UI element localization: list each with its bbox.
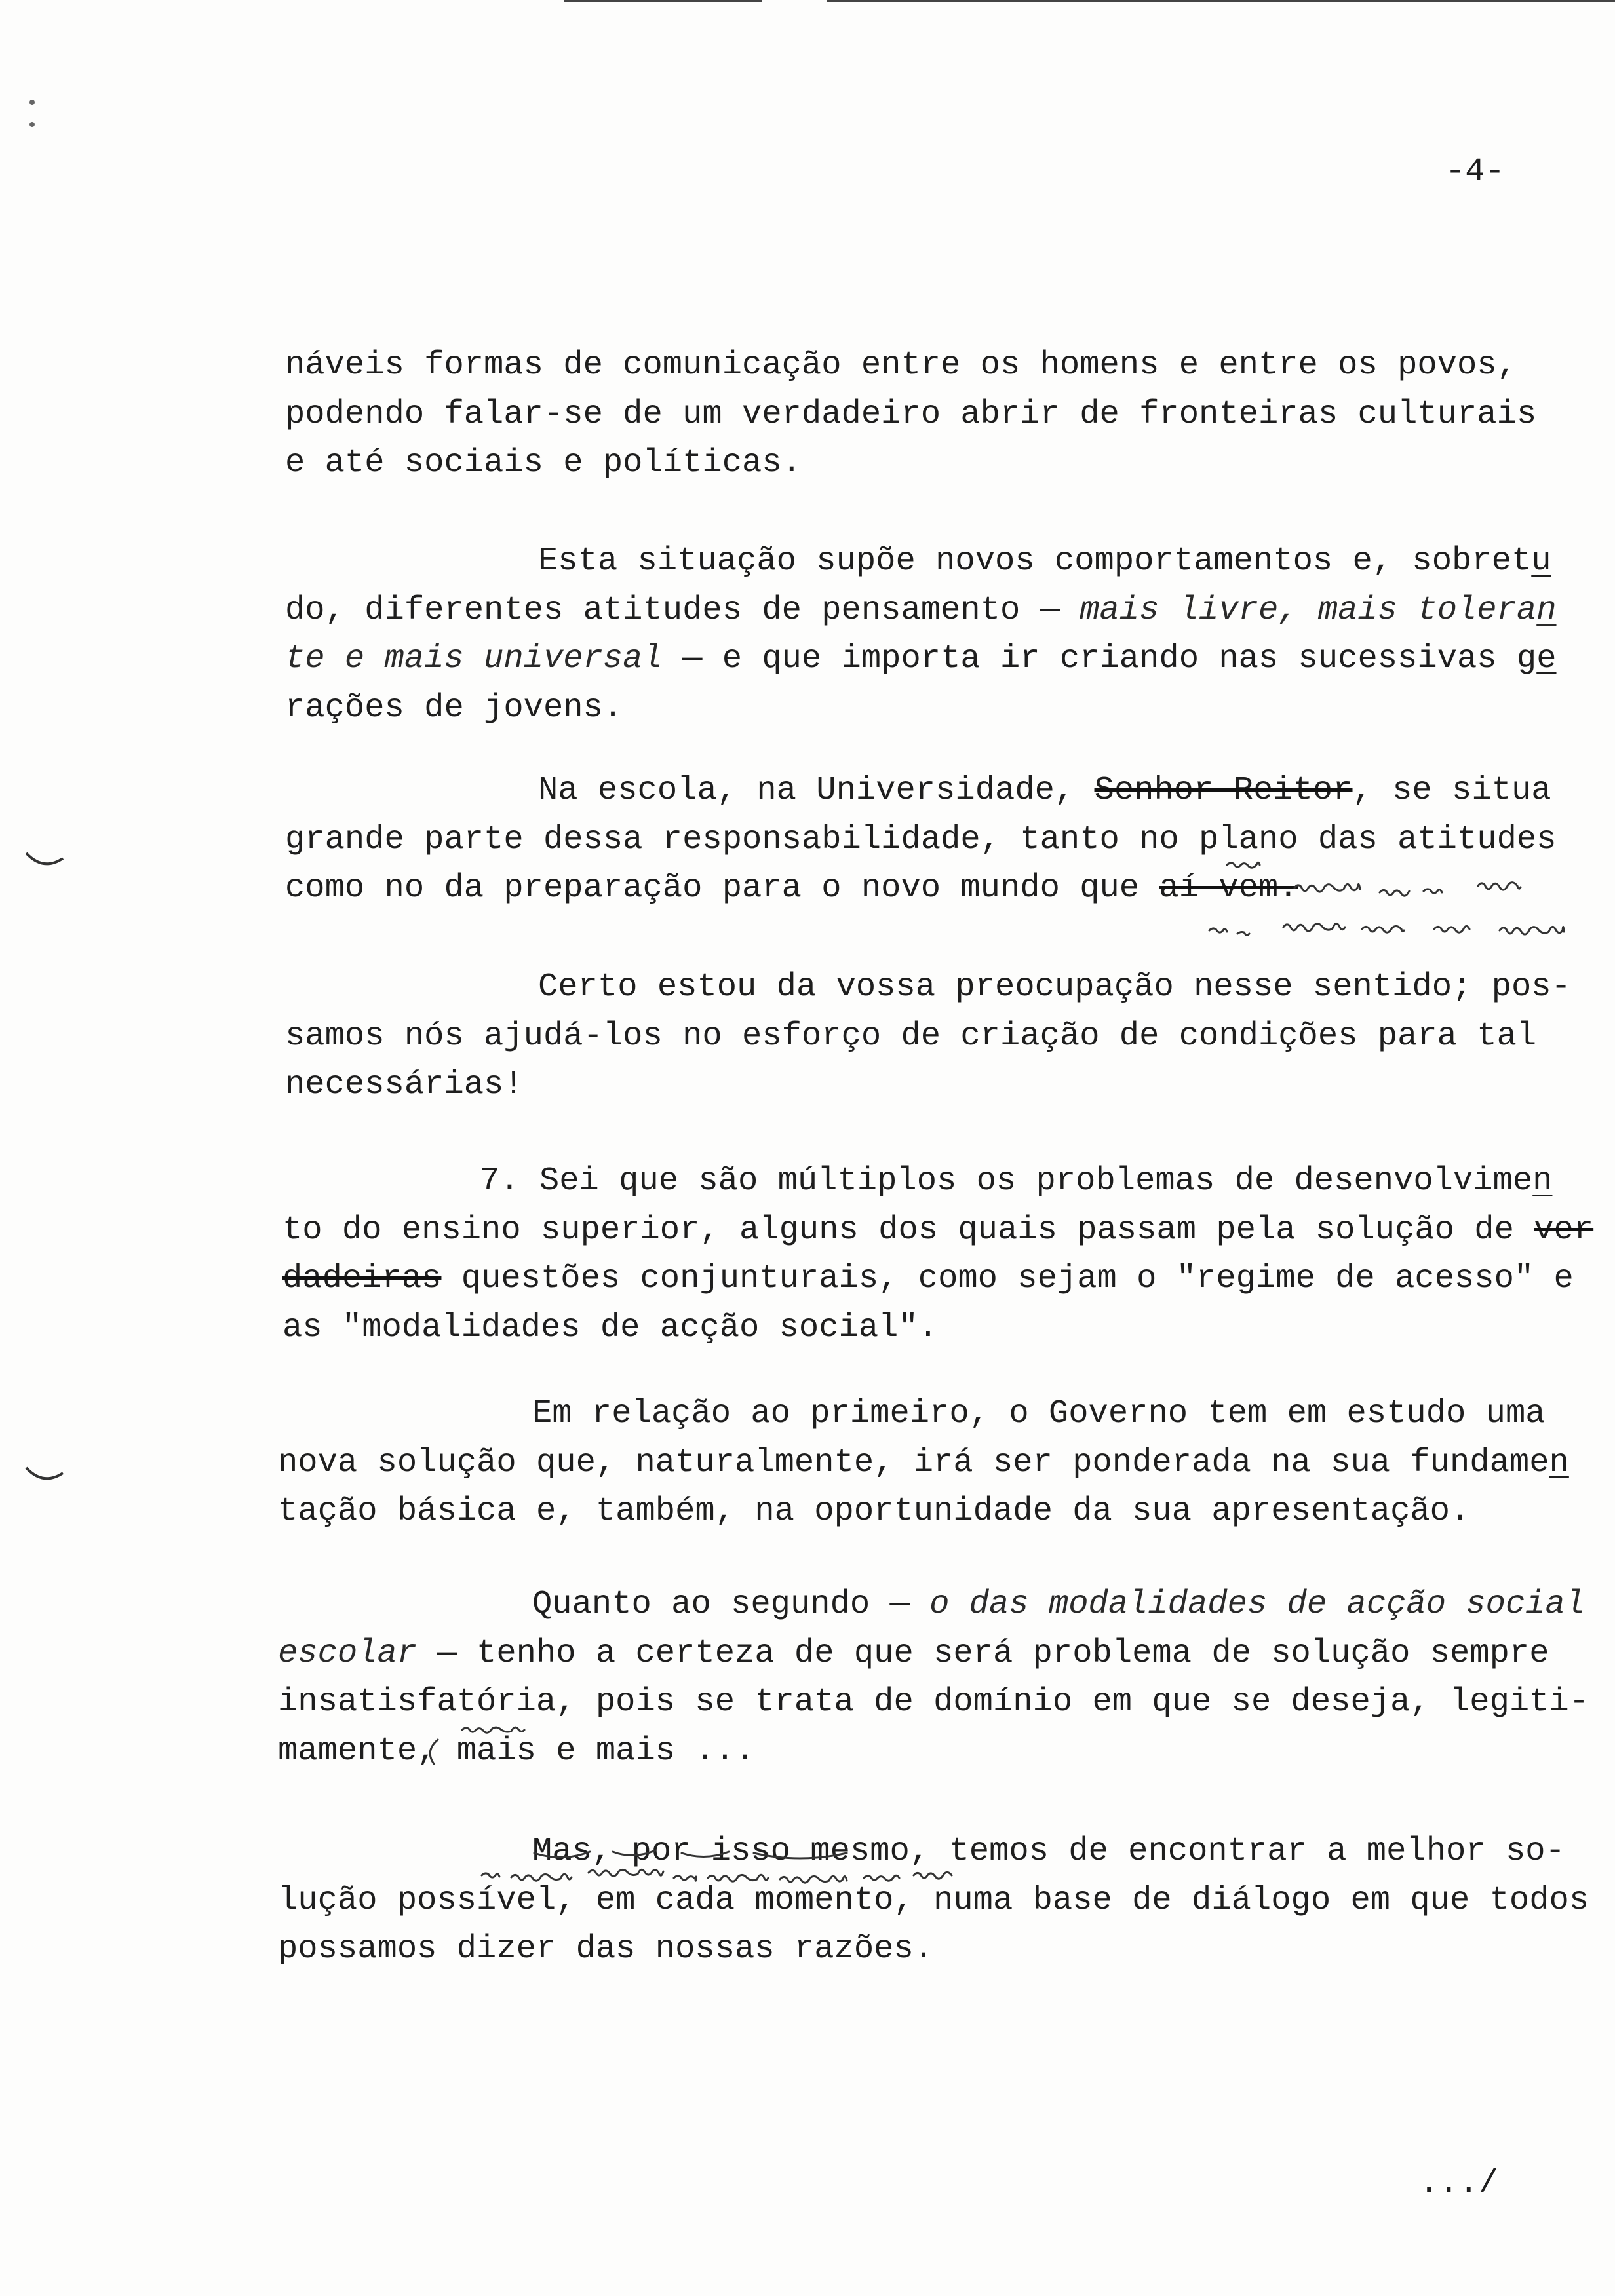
- text-line: [278, 1439, 1569, 1488]
- text-line: [278, 1727, 1589, 1776]
- text-segment: n: [1549, 1444, 1569, 1482]
- text-line: [285, 391, 1536, 440]
- text-segment: , se situa: [1352, 772, 1551, 809]
- paragraph-5: [282, 1157, 1593, 1352]
- punch-dot: [29, 122, 35, 127]
- paragraph-1: [285, 341, 1536, 488]
- text-segment: mais livre, mais tolera: [1080, 591, 1537, 629]
- text-segment: n: [1532, 1162, 1553, 1200]
- text-segment: podendo falar-se de um verdadeiro abrir de fronteiras culturais: [285, 395, 1537, 433]
- text-line: [285, 586, 1557, 636]
- text-line: [285, 439, 1536, 488]
- text-line: [285, 341, 1536, 391]
- handwriting-stroke: [1500, 927, 1564, 934]
- text-segment: necessárias!: [285, 1066, 524, 1103]
- punch-dot: [29, 100, 35, 105]
- punch-mark: [26, 1468, 63, 1478]
- handwriting-stroke: [1237, 932, 1249, 936]
- page-number: -4-: [1445, 153, 1505, 191]
- text-line: [278, 1630, 1589, 1679]
- top-edge-line: [827, 0, 1615, 2]
- text-line: [282, 1255, 1593, 1304]
- text-line: [285, 684, 1557, 733]
- text-line: [285, 537, 1557, 586]
- text-segment: as "modalidades de acção social".: [282, 1309, 939, 1347]
- text-segment: Mas, por isso mesmo, temos de encontrar a melhor so-: [532, 1833, 1565, 1870]
- text-segment: Em relação ao primeiro, o Governo tem em estudo uma: [532, 1395, 1546, 1432]
- text-segment: o das modalidades de acção social: [929, 1586, 1586, 1623]
- text-line: [285, 864, 1557, 913]
- text-line: [282, 1157, 1593, 1206]
- text-line: [285, 767, 1557, 816]
- text-line: [285, 963, 1571, 1012]
- text-segment: tação básica e, também, na oportunidade da sua apresentação.: [278, 1493, 1470, 1530]
- paragraph-7: [278, 1580, 1589, 1776]
- handwriting-stroke: [1209, 928, 1227, 932]
- text-line: [285, 635, 1557, 684]
- text-segment: grande parte dessa responsabilidade, tanto no plano das atitudes: [285, 820, 1557, 858]
- text-segment: — e que importa ir criando nas sucessivas g: [662, 640, 1537, 678]
- text-segment: e: [1536, 640, 1557, 678]
- text-segment: samos nós ajudá-los no esforço de criação de condições para tal: [285, 1017, 1537, 1055]
- text-segment: e até sociais e políticas.: [285, 444, 802, 482]
- text-segment: Certo estou da vossa preocupação nesse sentido; pos-: [538, 968, 1571, 1006]
- text-segment: questões conjunturais, como sejam o "regime de acesso" e: [441, 1260, 1574, 1297]
- paragraph-2: [285, 537, 1557, 733]
- text-segment: n: [1536, 591, 1557, 629]
- text-line: [282, 1304, 1593, 1353]
- paragraph-4: [285, 963, 1571, 1110]
- struck-text: ver: [1534, 1211, 1594, 1249]
- text-line: [278, 1925, 1589, 1974]
- text-segment: lução possível, em cada momento, numa base de diálogo em que todos: [278, 1881, 1589, 1919]
- struck-text: Senhor Reitor: [1094, 772, 1353, 809]
- text-segment: possamos dizer das nossas razões.: [278, 1930, 934, 1968]
- paragraph-3: [285, 767, 1557, 913]
- text-line: [278, 1580, 1589, 1630]
- text-segment: do, diferentes atitudes de pensamento —: [285, 591, 1080, 629]
- punch-mark: [26, 853, 63, 864]
- handwriting-stroke: [1434, 926, 1469, 932]
- text-line: [285, 816, 1557, 865]
- handwriting-stroke: [1362, 926, 1404, 932]
- text-line: [278, 1877, 1589, 1926]
- text-line: [285, 1061, 1571, 1110]
- struck-text: dadeiras: [282, 1260, 442, 1297]
- text-segment: náveis formas de comunicação entre os homens e entre os povos,: [285, 347, 1517, 384]
- text-segment: te e mais universal: [285, 640, 663, 678]
- text-line: [278, 1390, 1569, 1439]
- top-edge-line: [564, 0, 762, 2]
- paragraph-6: [278, 1390, 1569, 1537]
- continuation-mark: .../: [1419, 2165, 1499, 2202]
- text-line: [278, 1487, 1569, 1537]
- text-line: [278, 1678, 1589, 1727]
- text-segment: como no da preparação para o novo mundo que: [285, 870, 1159, 907]
- text-segment: nova solução que, naturalmente, irá ser ponderada na sua fundame: [278, 1444, 1549, 1482]
- text-segment: rações de jovens.: [285, 689, 623, 727]
- text-line: [282, 1206, 1593, 1255]
- text-segment: Esta situação supõe novos comportamentos e, sobret: [538, 543, 1532, 580]
- text-segment: u: [1531, 543, 1551, 580]
- text-segment: Quanto ao segundo —: [532, 1586, 930, 1623]
- text-line: [278, 1827, 1589, 1877]
- struck-text: aí vem.: [1159, 870, 1298, 907]
- text-segment: — tenho a certeza de que será problema de solução sempre: [417, 1634, 1549, 1672]
- text-segment: Na escola, na Universidade,: [538, 772, 1095, 809]
- text-segment: 7. Sei que são múltiplos os problemas de desenvolvime: [480, 1162, 1533, 1200]
- text-line: [285, 1012, 1571, 1062]
- text-segment: escolar: [278, 1634, 418, 1672]
- paragraph-8: [278, 1827, 1589, 1974]
- text-segment: mamente, mais e mais ...: [278, 1732, 755, 1770]
- text-segment: to do ensino superior, alguns dos quais passam pela solução de: [282, 1211, 1534, 1249]
- text-segment: insatisfatória, pois se trata de domínio em que se deseja, legiti-: [278, 1683, 1589, 1721]
- handwriting-stroke: [1283, 923, 1345, 931]
